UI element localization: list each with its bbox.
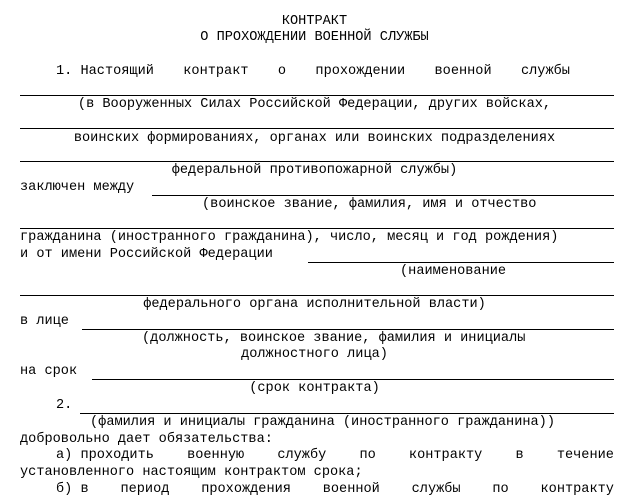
on-behalf-rf-label: и от имени Российской Федерации [20,247,273,262]
word: период [120,482,170,497]
word: б) в [56,482,89,497]
blank-line-service-3 [20,161,614,162]
note-person-1: (воинское звание, фамилия, имя и отчество [202,197,537,212]
word: контракт [183,64,249,79]
blank-line-org-2 [20,295,614,296]
represented-by-label: в лице [20,314,69,329]
word: службы [411,482,461,497]
note-citizen: (фамилия и инициалы гражданина (иностранного гражданина)) [90,415,555,430]
word: о [277,64,287,79]
word: прохождения [201,482,291,497]
note-service-3: федеральной противопожарной службы) [171,163,458,178]
blank-line-service-2 [20,128,614,129]
concluded-between-label: заключен между [20,180,135,195]
item-b-line-1 [56,482,614,498]
word: службу [277,448,327,463]
blank-line-citizen [80,413,614,414]
paragraph-1-lead [56,64,570,80]
item-a-line-2: установленного настоящим контрактом срока; [20,465,363,480]
obligation-intro: добровольно дает обязательства: [20,432,273,447]
title-line-2: О ПРОХОЖДЕНИИ ВОЕННОЙ СЛУЖБЫ [200,30,429,45]
word: военную [187,448,245,463]
word: по [492,482,509,497]
paragraph-2-number: 2. [56,398,73,413]
note-service-1: (в Вооруженных Силах Российской Федерации, других войсках, [77,97,552,112]
item-a-line-1 [56,448,614,464]
word: контракту [540,482,614,497]
word: 1. Настоящий [56,64,154,79]
word: а) проходить [56,448,154,463]
blank-line-org [308,262,614,263]
note-person-2: гражданина (иностранного гражданина), число, месяц и год рождения) [20,230,559,245]
note-org-2: федерального органа исполнительной власти) [143,297,486,312]
word: военной [322,482,380,497]
word: контракту [408,448,483,463]
word: прохождении [315,64,406,79]
word: по [359,448,376,463]
note-term: (срок контракта) [249,381,380,396]
note-service-2: воинских формированиях, органах или воинских подразделениях [73,131,556,146]
word: службы [520,64,570,79]
word: течение [556,448,614,463]
blank-line-person [152,195,614,196]
for-term-label: на срок [20,364,78,379]
blank-line-term [92,379,614,380]
blank-line-service [20,95,614,96]
word: в [515,448,524,463]
note-org-1: (наименование [400,264,507,279]
word: военной [434,64,492,79]
blank-line-person-2 [20,228,614,229]
blank-line-official [82,329,614,330]
note-official-1: (должность, воинское звание, фамилия и инициалы [142,331,526,346]
title-line-1: КОНТРАКТ [281,14,348,29]
note-official-2: должностного лица) [241,347,388,362]
